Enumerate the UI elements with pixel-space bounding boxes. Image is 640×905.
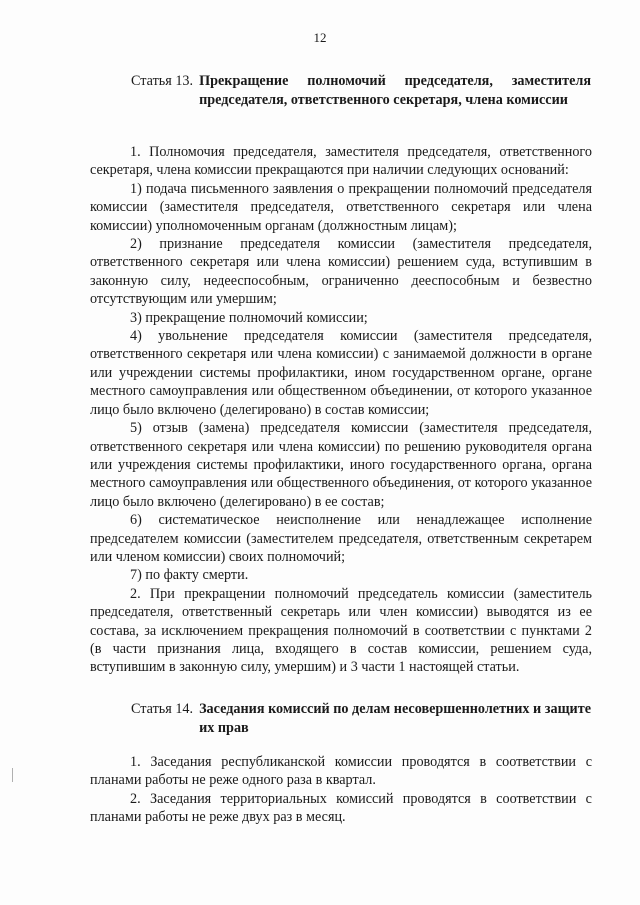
article-13-paragraph: 1. Полномочия председателя, заместителя председателя, ответственного секретаря, члена комиссии прекращаются при наличии следующих оснований:	[90, 144, 592, 179]
article-13-title: Прекращение полномочий председателя, заместителя председателя, ответственного секретаря, члена комиссии	[199, 73, 591, 108]
article-13-paragraph: 2) признание председателя комиссии (заместителя председателя, ответственного секретаря или члена комиссии) решением суда, вступившим в законную силу, недееспособным, ограниченно дееспособным и безвестно отсутствующим или умершим;	[90, 236, 592, 308]
article-13-paragraph: 6) систематическое неисполнение или ненадлежащее исполнение председателем комиссии (заместителем председателя, ответственным секретарем или членом комиссии) своих полномочий;	[90, 512, 592, 565]
article-14-paragraph: 1. Заседания республиканской комиссии проводятся в соответствии с планами работы не реже одного раза в квартал.	[90, 754, 592, 789]
article-14-lead: Статья 14.	[131, 701, 194, 717]
article-13-lead: Статья 13.	[131, 73, 194, 89]
scan-artifact	[12, 768, 13, 782]
article-13-paragraph: 1) подача письменного заявления о прекращении полномочий председателя комиссии (заместителя председателя, ответственного секретаря или члена комиссии) уполномоченным органам (должностным лицам);	[90, 180, 592, 234]
article-14-paragraph: 2. Заседания территориальных комиссий проводятся в соответствии с планами работы не реже двух раз в месяц.	[90, 790, 592, 826]
article-13-paragraph: 3) прекращение полномочий комиссии;	[130, 309, 368, 326]
article-13-paragraph: 2. При прекращении полномочий председатель комиссии (заместитель председателя, ответственный секретарь или член комиссии) выводятся из ее состава, за исключением прекращения полномочий в соответствии с пунктами 2 (в части признания лица, входящего в состав комиссии, решением суда, вступившим в законную силу, умершим) и 3 части 1 настоящей статьи.	[90, 585, 592, 676]
article-13-heading	[131, 72, 591, 110]
page-number: 12	[313, 30, 327, 45]
article-13-paragraph: 4) увольнение председателя комиссии (заместителя председателя, ответственного секретаря или члена комиссии) с занимаемой должности в органе или учреждении системы профилактики, ином государственном органе, органе местного самоуправления или общественном объединении, от которого указанное лицо было включено (делегировано) в состав комиссии;	[90, 328, 592, 418]
article-13-paragraph: 7) по факту смерти.	[130, 567, 249, 584]
article-14-title: Заседания комиссий по делам несовершеннолетних и защите их прав	[199, 701, 591, 736]
article-13-paragraph: 5) отзыв (замена) председателя комиссии (заместителя председателя, ответственного секретаря или члена комиссии) по решению руководителя органа или учреждения системы профилактики, иного государственного органа, органа местного самоуправления или общественного объединения, от которого указанное лицо было включено (делегировано) в ее состав;	[90, 420, 592, 510]
article-14-heading	[131, 700, 591, 738]
article-13-body	[90, 143, 592, 677]
article-14-body	[90, 753, 592, 827]
